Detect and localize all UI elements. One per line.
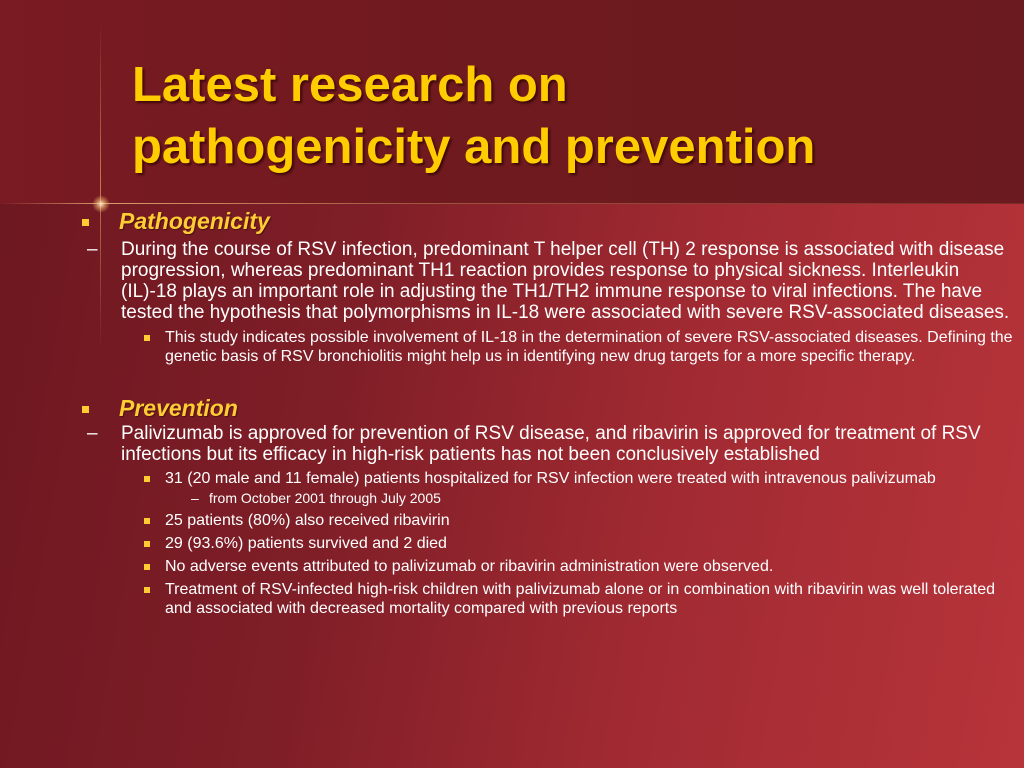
list-item [78,534,1013,553]
body-text: Palivizumab is approved for prevention of RSV disease, and ribavirin is approved for treatment of RSV infections but its efficacy in high-risk patients has not been conclusively established [121,423,981,465]
section-label: Prevention [119,395,238,421]
square-bullet-icon [82,406,89,413]
square-bullet-icon [144,564,150,570]
body-text: 25 patients (80%) also received ribavirin [165,512,450,529]
square-bullet-icon [144,335,150,341]
square-bullet-icon [144,476,150,482]
list-item [78,557,1013,576]
body-text: This study indicates possible involvement of IL-18 in the determination of severe RSV-associated diseases. Defining the genetic basis of RSV bronchiolitis might help us in identifying new drug targets for a more specific therapy. [165,329,1013,365]
body-text: No adverse events attributed to palivizumab or ribavirin administration were observed. [165,558,774,575]
list-item [78,328,1013,366]
body-text: from October 2001 through July 2005 [209,490,441,506]
slide-content [78,206,1013,618]
list-item [78,511,1013,530]
dash-bullet: – [87,239,98,260]
square-bullet-icon [144,518,150,524]
body-text: Treatment of RSV-infected high-risk children with palivizumab alone or in combination with ribavirin was well tolerated and associated with decreased mortality compared with previous reports [165,581,996,617]
square-bullet-icon [144,541,150,547]
dash-bullet: – [191,490,199,506]
list-item [78,580,1013,618]
section-label: Pathogenicity [119,208,270,234]
body-text: 31 (20 male and 11 female) patients hospitalized for RSV infection were treated with intravenous palivizumab [165,470,936,487]
list-item [78,239,1013,323]
decorative-horizontal-line [0,203,1024,204]
square-bullet-icon [82,219,89,226]
body-text: During the course of RSV infection, predominant T helper cell (TH) 2 response is associated with disease progression, whereas predominant TH1 reaction provides response to physical sickness. Interleukin (IL)-18 plays an important role in adjusting the TH1/TH2 immune response to viral infections. The have tested the hypothesis that polymorphisms in IL-18 were associated with severe RSV-associated diseases. [121,239,1010,323]
section-prevention [78,393,1013,423]
title-line-2: pathogenicity and prevention [132,120,816,174]
slide-title [132,54,1012,178]
title-line-1: Latest research on [132,58,568,112]
list-item [78,469,1013,488]
list-item [78,489,1013,507]
list-item [78,423,1013,465]
section-pathogenicity [78,206,1013,236]
square-bullet-icon [144,587,150,593]
body-text: 29 (93.6%) patients survived and 2 died [165,535,447,552]
dash-bullet: – [87,423,98,444]
